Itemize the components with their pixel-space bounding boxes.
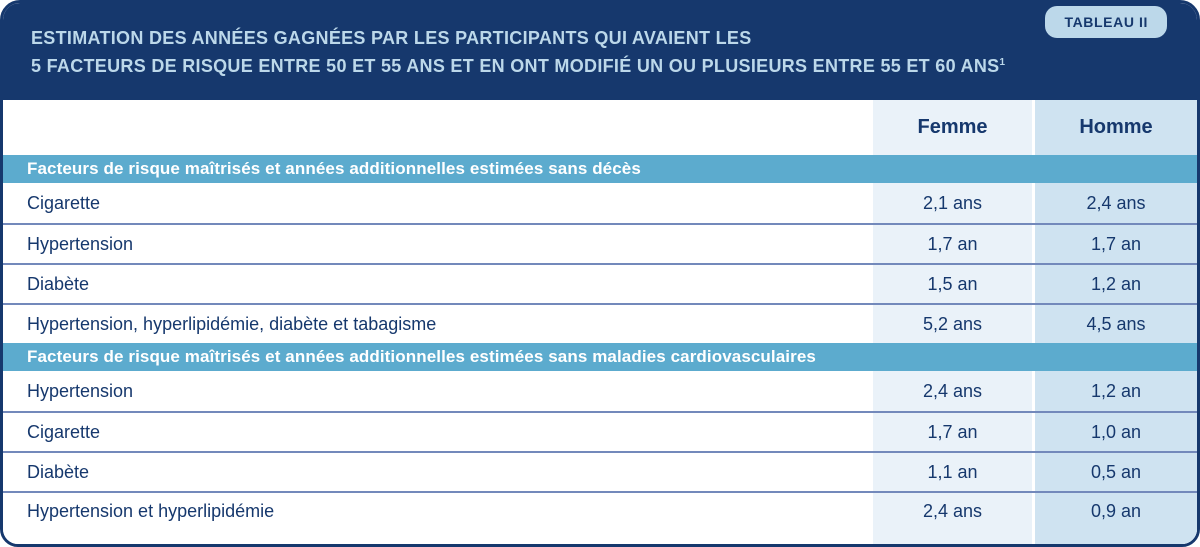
section-header-label: Facteurs de risque maîtrisés et années additionnelles estimées sans décès [27,159,641,178]
row-label: Diabète [27,461,90,482]
card-header [3,3,1197,100]
table-row [3,411,1197,451]
row-label: Hypertension [27,380,134,401]
row-label: Hypertension, hyperlipidémie, diabète et tabagisme [27,313,437,334]
value-femme: 1,7 an [873,413,1032,451]
value-homme: 1,2 an [1032,265,1197,303]
value-femme: 1,7 an [873,225,1032,263]
section-header [3,343,1197,371]
value-femme: 2,4 ans [873,493,1032,544]
row-label: Diabète [27,273,90,294]
row-label: Hypertension [27,233,134,254]
column-header-empty [3,100,873,155]
table-body [3,100,1197,544]
value-femme: 5,2 ans [873,305,1032,343]
table-title [3,3,1197,80]
value-homme: 1,2 an [1032,371,1197,411]
table-row [3,371,1197,411]
value-homme: 1,0 an [1032,413,1197,451]
table-number-badge: TABLEAU II [1045,6,1167,38]
footnote-marker: 1 [999,57,1006,68]
value-femme: 1,1 an [873,453,1032,491]
table-title-line2: 5 FACTEURS DE RISQUE ENTRE 50 ET 55 ANS ET EN ONT MODIFIÉ UN OU PLUSIEURS ENTRE 55 ET 60 ANS [31,56,1000,76]
value-homme: 2,4 ans [1032,183,1197,223]
table-row [3,183,1197,223]
table-row [3,263,1197,303]
column-header-femme: Femme [873,100,1032,155]
value-homme: 0,5 an [1032,453,1197,491]
value-femme: 1,5 an [873,265,1032,303]
section-header [3,155,1197,183]
row-label: Hypertension et hyperlipidémie [27,501,275,521]
value-homme: 0,9 an [1032,493,1197,544]
table-row [3,491,1197,544]
section-header-label: Facteurs de risque maîtrisés et années additionnelles estimées sans maladies cardiovasculaires [27,347,816,366]
table-row [3,223,1197,263]
value-femme: 2,4 ans [873,371,1032,411]
value-femme: 2,1 ans [873,183,1032,223]
column-header-row [3,100,1197,155]
table-row [3,451,1197,491]
column-header-homme: Homme [1032,100,1197,155]
row-label: Cigarette [27,421,101,442]
value-homme: 1,7 an [1032,225,1197,263]
row-label: Cigarette [27,192,101,213]
table-row [3,303,1197,343]
value-homme: 4,5 ans [1032,305,1197,343]
table-title-line1: ESTIMATION DES ANNÉES GAGNÉES PAR LES PARTICIPANTS QUI AVAIENT LES [31,28,752,48]
